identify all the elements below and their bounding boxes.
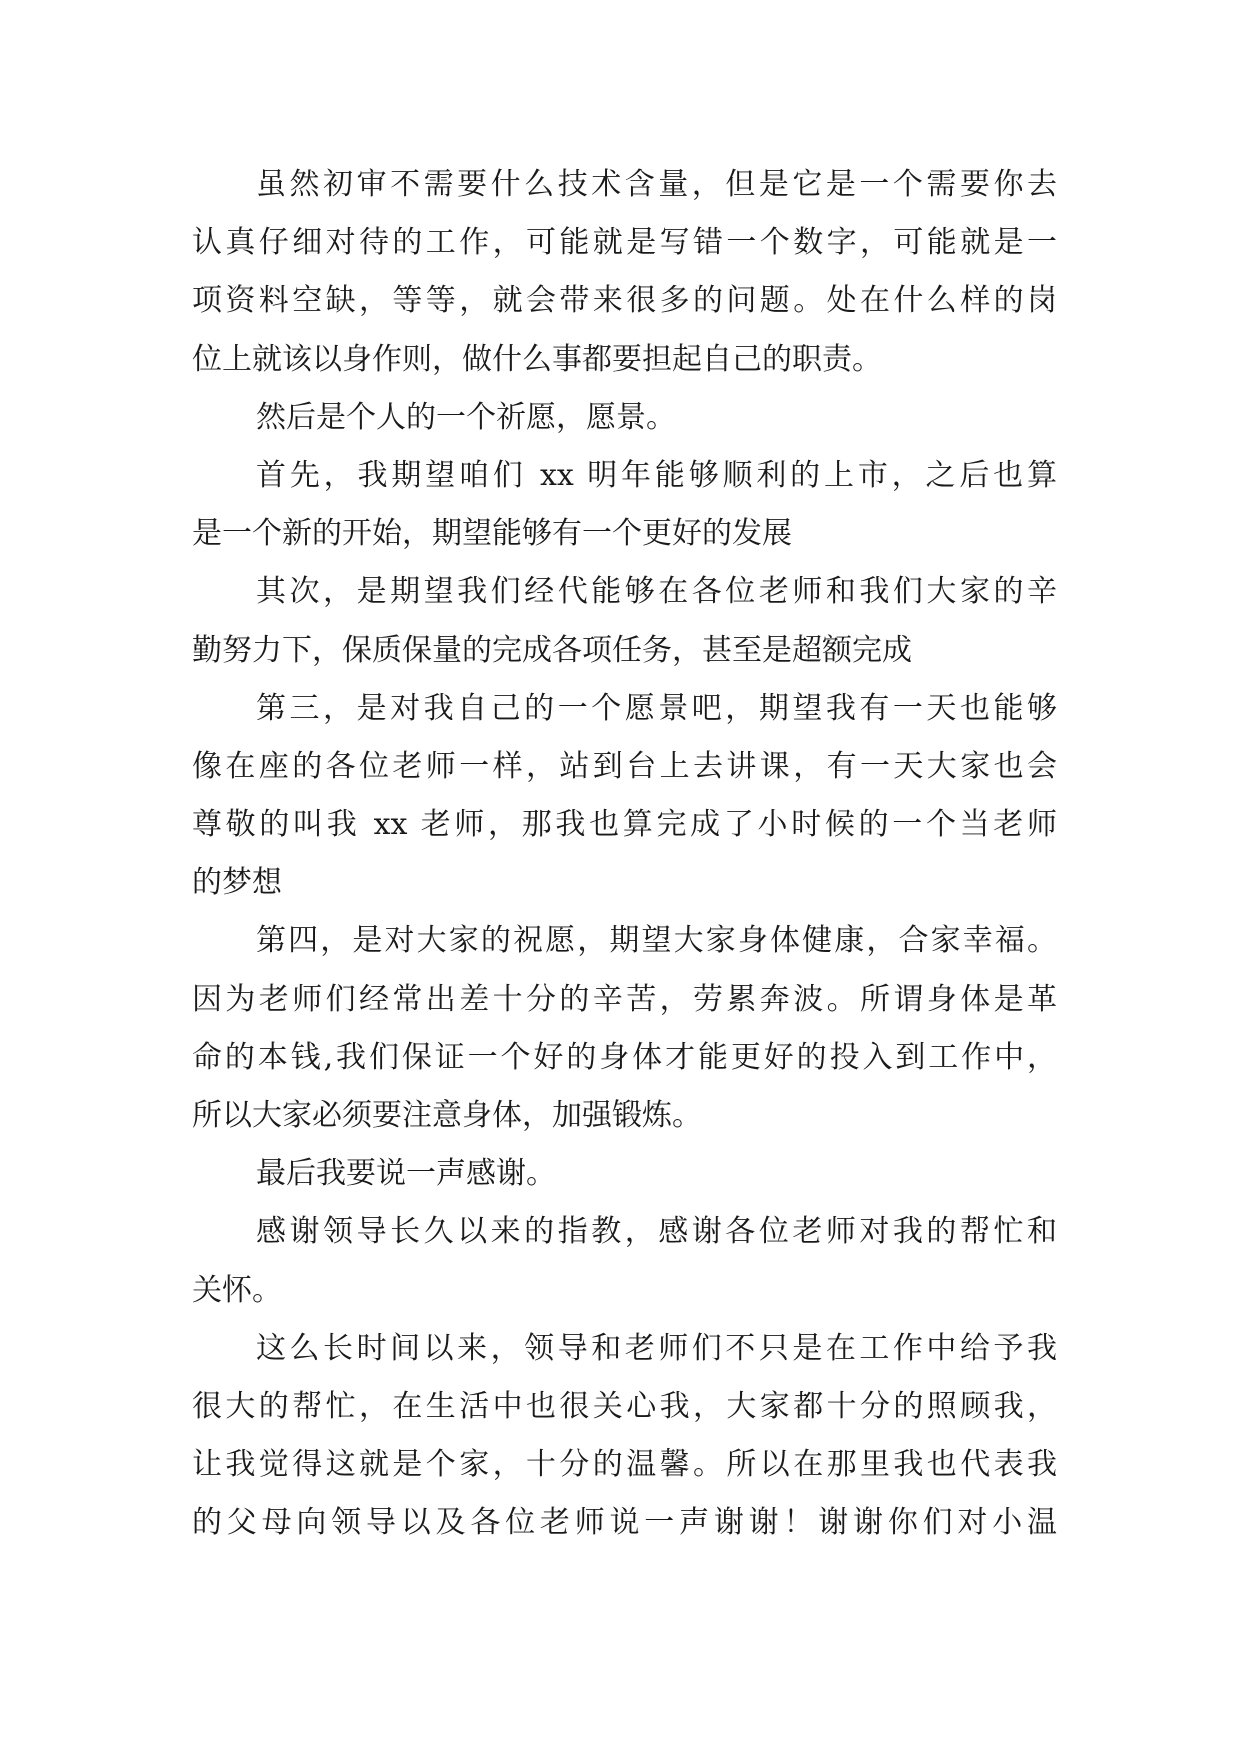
paragraph [192,1203,1057,1319]
text-line: 项资料空缺，等等，就会带来很多的问题。处在什么样的岗 [192,283,1057,319]
text-line: 其次，是期望我们经代能够在各位老师和我们大家的辛 [256,574,1057,610]
text-line: 很大的帮忙，在生活中也很关心我，大家都十分的照顾我， [192,1388,1057,1424]
text-line: 第四，是对大家的祝愿，期望大家身体健康，合家幸福。 [256,923,1057,959]
text-line: 像在座的各位老师一样，站到台上去讲课，有一天大家也会 [192,748,1057,784]
text-line: 认真仔细对待的工作，可能就是写错一个数字，可能就是一 [192,225,1057,261]
text-line: 是一个新的开始，期望能够有一个更好的发展 [192,516,792,552]
text-line: 勤努力下，保质保量的完成各项任务，甚至是超额完成 [192,632,912,668]
paragraph [192,389,1057,447]
text-line: 因为老师们经常出差十分的辛苦，劳累奔波。所谓身体是革 [192,981,1057,1017]
text-line: 的父母向领导以及各位老师说一声谢谢！谢谢你们对小温 [192,1505,1057,1541]
text-line: 虽然初审不需要什么技术含量，但是它是一个需要你去 [256,167,1057,202]
text-line: 让我觉得这就是个家，十分的温馨。所以在那里我也代表我 [192,1447,1057,1483]
text-line: 然后是个人的一个祈愿，愿景。 [256,399,676,435]
text-line: 第三，是对我自己的一个愿景吧，期望我有一天也能够 [256,690,1057,726]
paragraph [192,156,1057,389]
text-line: 首先，我期望咱们 xx 明年能够顺利的上市，之后也算 [256,457,1057,493]
text-line: 最后我要说一声感谢。 [256,1156,556,1192]
paragraph [192,1320,1057,1553]
paragraph [192,563,1057,679]
text-line: 位上就该以身作则，做什么事都要担起自己的职责。 [192,341,882,377]
text-line: 这么长时间以来，领导和老师们不只是在工作中给予我 [256,1330,1057,1366]
paragraph [192,1145,1057,1203]
paragraph [192,912,1057,1145]
document-body [192,156,1057,1553]
text-line: 关怀。 [192,1272,282,1308]
text-line: 的梦想 [192,865,282,901]
text-line: 尊敬的叫我 xx 老师，那我也算完成了小时候的一个当老师 [192,807,1057,843]
text-line: 所以大家必须要注意身体，加强锻炼。 [192,1098,702,1133]
paragraph [192,447,1057,563]
paragraph [192,680,1057,913]
text-line: 感谢领导长久以来的指教，感谢各位老师对我的帮忙和 [256,1214,1057,1250]
text-line: 命的本钱,我们保证一个好的身体才能更好的投入到工作中， [192,1039,1057,1075]
